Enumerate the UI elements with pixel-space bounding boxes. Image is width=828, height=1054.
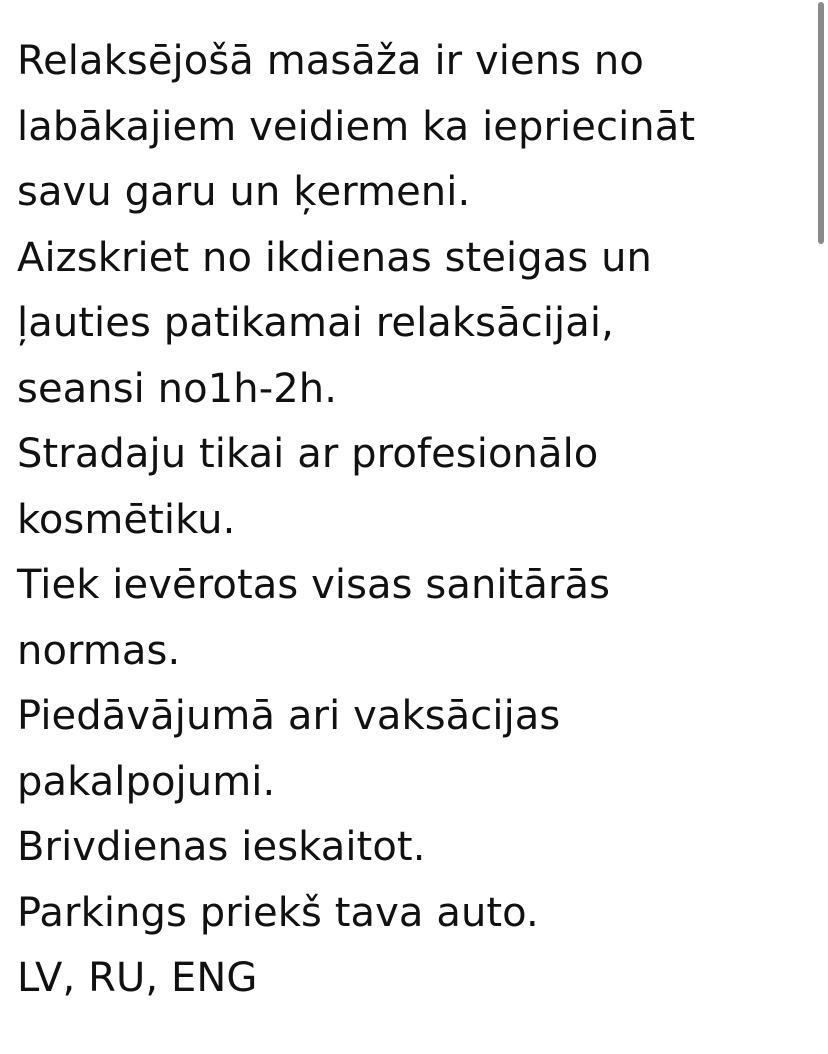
text-line: Parkings priekš tava auto. [17,889,539,936]
scrollbar-thumb[interactable] [818,2,824,244]
text-line: Relaksējošā masāža ir viens no [17,38,644,84]
text-line: savu garu un ķermeni. [17,169,471,215]
text-line: Aizskriet no ikdienas steigas un [17,234,652,281]
document-text [17,29,812,1012]
text-line: seansi no1h-2h. [17,365,338,412]
text-line: Piedāvājumā ari vaksācijas [17,693,561,739]
vertical-scrollbar[interactable] [820,0,826,1054]
text-line: Stradaju tikai ar profesionālo [17,431,599,477]
text-line: ļauties patikamai relaksācijai, [17,300,614,346]
text-line: pakalpojumi. [17,758,276,805]
text-line: Tiek ievērotas visas sanitārās [17,562,611,608]
text-line: normas. [17,627,181,674]
text-line: labākajiem veidiem ka iepriecināt [17,103,696,150]
text-line: LV, RU, ENG [17,955,258,1001]
text-line: Brivdienas ieskaitot. [17,824,426,870]
text-line: kosmētiku. [17,496,236,543]
